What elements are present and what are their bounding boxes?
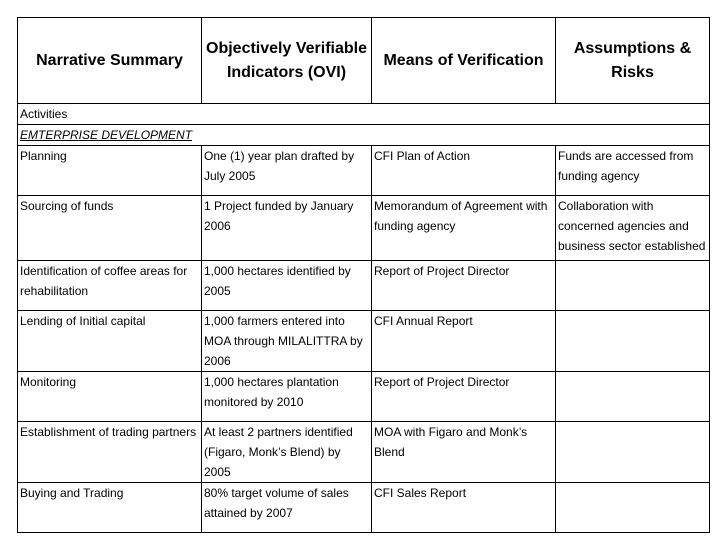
table-row [18,372,710,422]
section-label-row [18,104,710,125]
logframe-table [17,17,710,533]
verification-cell: Report of Project Director [372,261,556,311]
assumptions-cell [556,483,710,533]
table-row [18,261,710,311]
verification-cell: MOA with Figaro and Monk’s Blend [372,422,556,483]
assumptions-cell: Collaboration with concerned agencies and business sector established [556,196,710,261]
table-row [18,422,710,483]
assumptions-cell [556,311,710,372]
section-title-row [18,125,710,146]
narrative-cell: Sourcing of funds [18,196,202,261]
table-row [18,196,710,261]
narrative-cell: Establishment of trading partners [18,422,202,483]
assumptions-cell [556,261,710,311]
header-ovi: Objectively Verifiable Indicators (OVI) [202,18,372,104]
header-row [18,18,710,104]
table-row [18,311,710,372]
narrative-cell: Monitoring [18,372,202,422]
table-row [18,146,710,196]
table-row [18,483,710,533]
ovi-cell: 1,000 hectares plantation monitored by 2010 [202,372,372,422]
header-assumptions-risks: Assumptions & Risks [556,18,710,104]
ovi-cell: 80% target volume of sales attained by 2007 [202,483,372,533]
assumptions-cell [556,422,710,483]
verification-cell: CFI Plan of Action [372,146,556,196]
ovi-cell: 1 Project funded by January 2006 [202,196,372,261]
ovi-cell: At least 2 partners identified (Figaro, Monk’s Blend) by 2005 [202,422,372,483]
ovi-cell: One (1) year plan drafted by July 2005 [202,146,372,196]
section-label: Activities [18,104,710,125]
table-body [18,104,710,533]
verification-cell: Memorandum of Agreement with funding agency [372,196,556,261]
verification-cell: CFI Annual Report [372,311,556,372]
header-narrative-summary: Narrative Summary [18,18,202,104]
narrative-cell: Buying and Trading [18,483,202,533]
header-means-of-verification: Means of Verification [372,18,556,104]
narrative-cell: Planning [18,146,202,196]
ovi-cell: 1,000 hectares identified by 2005 [202,261,372,311]
verification-cell: CFI Sales Report [372,483,556,533]
ovi-cell: 1,000 farmers entered into MOA through MILALITTRA by 2006 [202,311,372,372]
assumptions-cell: Funds are accessed from funding agency [556,146,710,196]
narrative-cell: Lending of Initial capital [18,311,202,372]
narrative-cell: Identification of coffee areas for rehabilitation [18,261,202,311]
verification-cell: Report of Project Director [372,372,556,422]
assumptions-cell [556,372,710,422]
section-title: EMTERPRISE DEVELOPMENT [18,125,710,146]
